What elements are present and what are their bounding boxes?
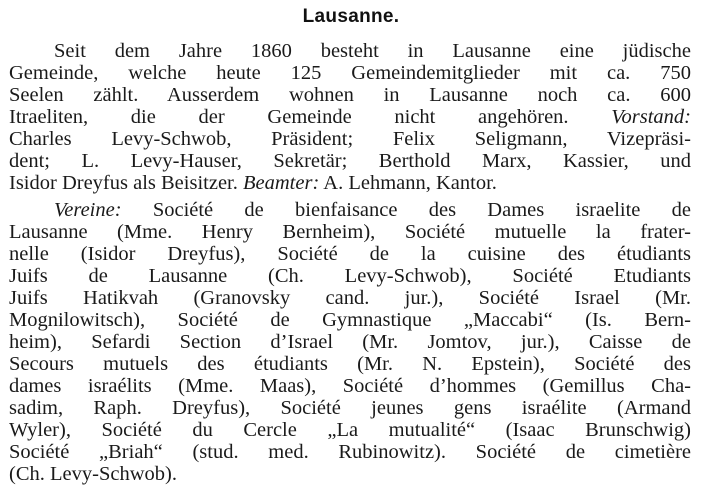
text-line: heim), Sefardi Section d’Israel (Mr. Jomtov, jur.), Caisse de xyxy=(9,331,691,353)
text-line: sadim, Raph. Dreyfus), Société jeunes gens israélite (Armand xyxy=(9,397,691,419)
text-line: Juifs Hatikvah (Granovsky cand. jur.), Société Israel (Mr. xyxy=(9,287,691,309)
text-line: Secours mutuels des étudiants (Mr. N. Epstein), Société des xyxy=(9,353,691,375)
text-line: Wyler), Société du Cercle „La mutualité“ (Isaac Brunschwig) xyxy=(9,419,691,441)
text-line: Seit dem Jahre 1860 besteht in Lausanne eine jüdische xyxy=(54,40,691,62)
text-line: Seelen zählt. Ausserdem wohnen in Lausanne noch ca. 600 xyxy=(9,84,691,106)
label-beamter: Beamter: xyxy=(243,172,320,194)
text-line: Isidor Dreyfus als Beisitzer. Beamter: A. Lehmann, Kantor. xyxy=(9,172,497,194)
label-vereine: Vereine: xyxy=(54,199,122,221)
text-line: Itraeliten, die der Gemeinde nicht angehören. Vorstand: xyxy=(9,106,691,128)
text-line: Juifs de Lausanne (Ch. Levy-Schwob), Société Etudiants xyxy=(9,265,691,287)
text-line: nelle (Isidor Dreyfus), Société de la cuisine des étudiants xyxy=(9,243,691,265)
text-line: dames israélits (Mme. Maas), Société d’hommes (Gemillus Cha- xyxy=(9,375,691,397)
text-line: Mognilowitsch), Société de Gymnastique „Maccabi“ (Is. Bern- xyxy=(9,309,691,331)
section-title: Lausanne. xyxy=(302,6,400,27)
text-line: Vereine: Société de bienfaisance des Dames israelite de xyxy=(54,199,691,221)
text-line: Gemeinde, welche heute 125 Gemeindemitglieder mit ca. 750 xyxy=(9,62,691,84)
text-line: Société „Briah“ (stud. med. Rubinowitz). Société de cimetière xyxy=(9,441,691,463)
text-line: (Ch. Levy-Schwob). xyxy=(9,463,177,485)
text-line: Charles Levy-Schwob, Präsident; Felix Seligmann, Vizepräsi- xyxy=(9,128,691,150)
text-line: dent; L. Levy-Hauser, Sekretär; Berthold Marx, Kassier, und xyxy=(9,150,691,172)
label-vorstand: Vorstand: xyxy=(611,106,691,128)
text-line: Lausanne (Mme. Henry Bernheim), Société mutuelle la frater- xyxy=(9,221,691,243)
